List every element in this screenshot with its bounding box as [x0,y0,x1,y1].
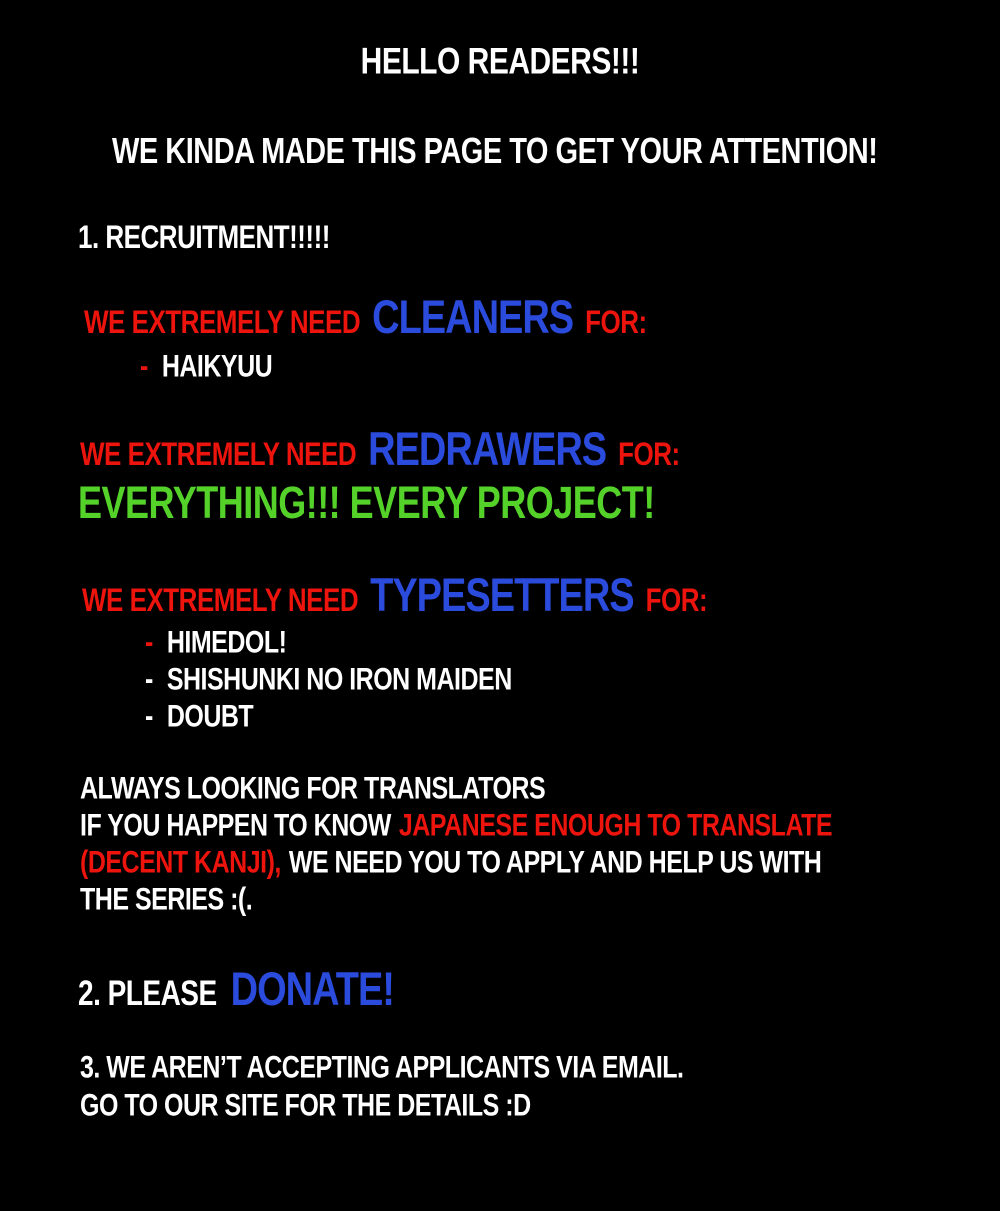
translators-line-2-white: IF YOU HAPPEN TO KNOW [80,807,391,843]
translators-line-2-red: JAPANESE ENOUGH TO TRANSLATE [398,807,833,843]
need-suffix: FOR: [585,303,647,341]
role-cleaners: CLEANERS [372,291,574,345]
need-line-redrawers [80,425,680,477]
bullet-dash: - [145,698,153,734]
list-item-himedol [145,626,286,660]
list-item-label: DOUBT [166,698,254,734]
bullet-dash: - [145,661,153,697]
need-line-cleaners [84,293,647,345]
need-suffix: FOR: [645,581,708,619]
list-item-doubt [145,700,253,734]
list-item-shishunki [145,663,512,697]
donate-highlight: DONATE! [230,963,394,1017]
translators-line-3 [80,846,821,880]
need-prefix: WE EXTREMELY NEED [80,435,357,473]
page-subtitle: WE KINDA MADE THIS PAGE TO GET YOUR ATTENTION! [112,131,878,172]
role-redrawers: REDRAWERS [368,423,607,477]
list-item-label: SHISHUNKI NO IRON MAIDEN [166,661,512,697]
translators-line-3-red: (DECENT KANJI), [80,844,281,880]
list-item-haikyuu [140,350,272,384]
need-line-typesetters [82,571,707,623]
donate-number-label: 2. PLEASE [78,973,217,1013]
role-typesetters: TYPESETTERS [370,569,634,623]
applicants-line-1: 3. WE AREN’T ACCEPTING APPLICANTS VIA EMAIL. [80,1049,684,1085]
list-item-label: HIMEDOL! [166,624,287,660]
translators-line-2 [80,809,832,843]
page-title: HELLO READERS!!! [360,41,640,83]
translators-line-1: ALWAYS LOOKING FOR TRANSLATORS [80,770,546,806]
translators-line-4: THE SERIES :(. [80,881,253,917]
translators-line-3-white: WE NEED YOU TO APPLY AND HELP US WITH [288,844,822,880]
recruitment-heading: 1. RECRUITMENT!!!!! [78,217,330,256]
bullet-dash: - [145,624,153,660]
redrawers-scope: EVERYTHING!!! EVERY PROJECT! [78,476,655,528]
list-item-label: HAIKYUU [161,348,273,384]
donate-line [78,965,394,1017]
need-suffix: FOR: [618,435,680,473]
need-prefix: WE EXTREMELY NEED [84,303,361,341]
bullet-dash: - [140,348,148,384]
applicants-line-2: GO TO OUR SITE FOR THE DETAILS :D [80,1087,531,1123]
need-prefix: WE EXTREMELY NEED [82,581,359,619]
